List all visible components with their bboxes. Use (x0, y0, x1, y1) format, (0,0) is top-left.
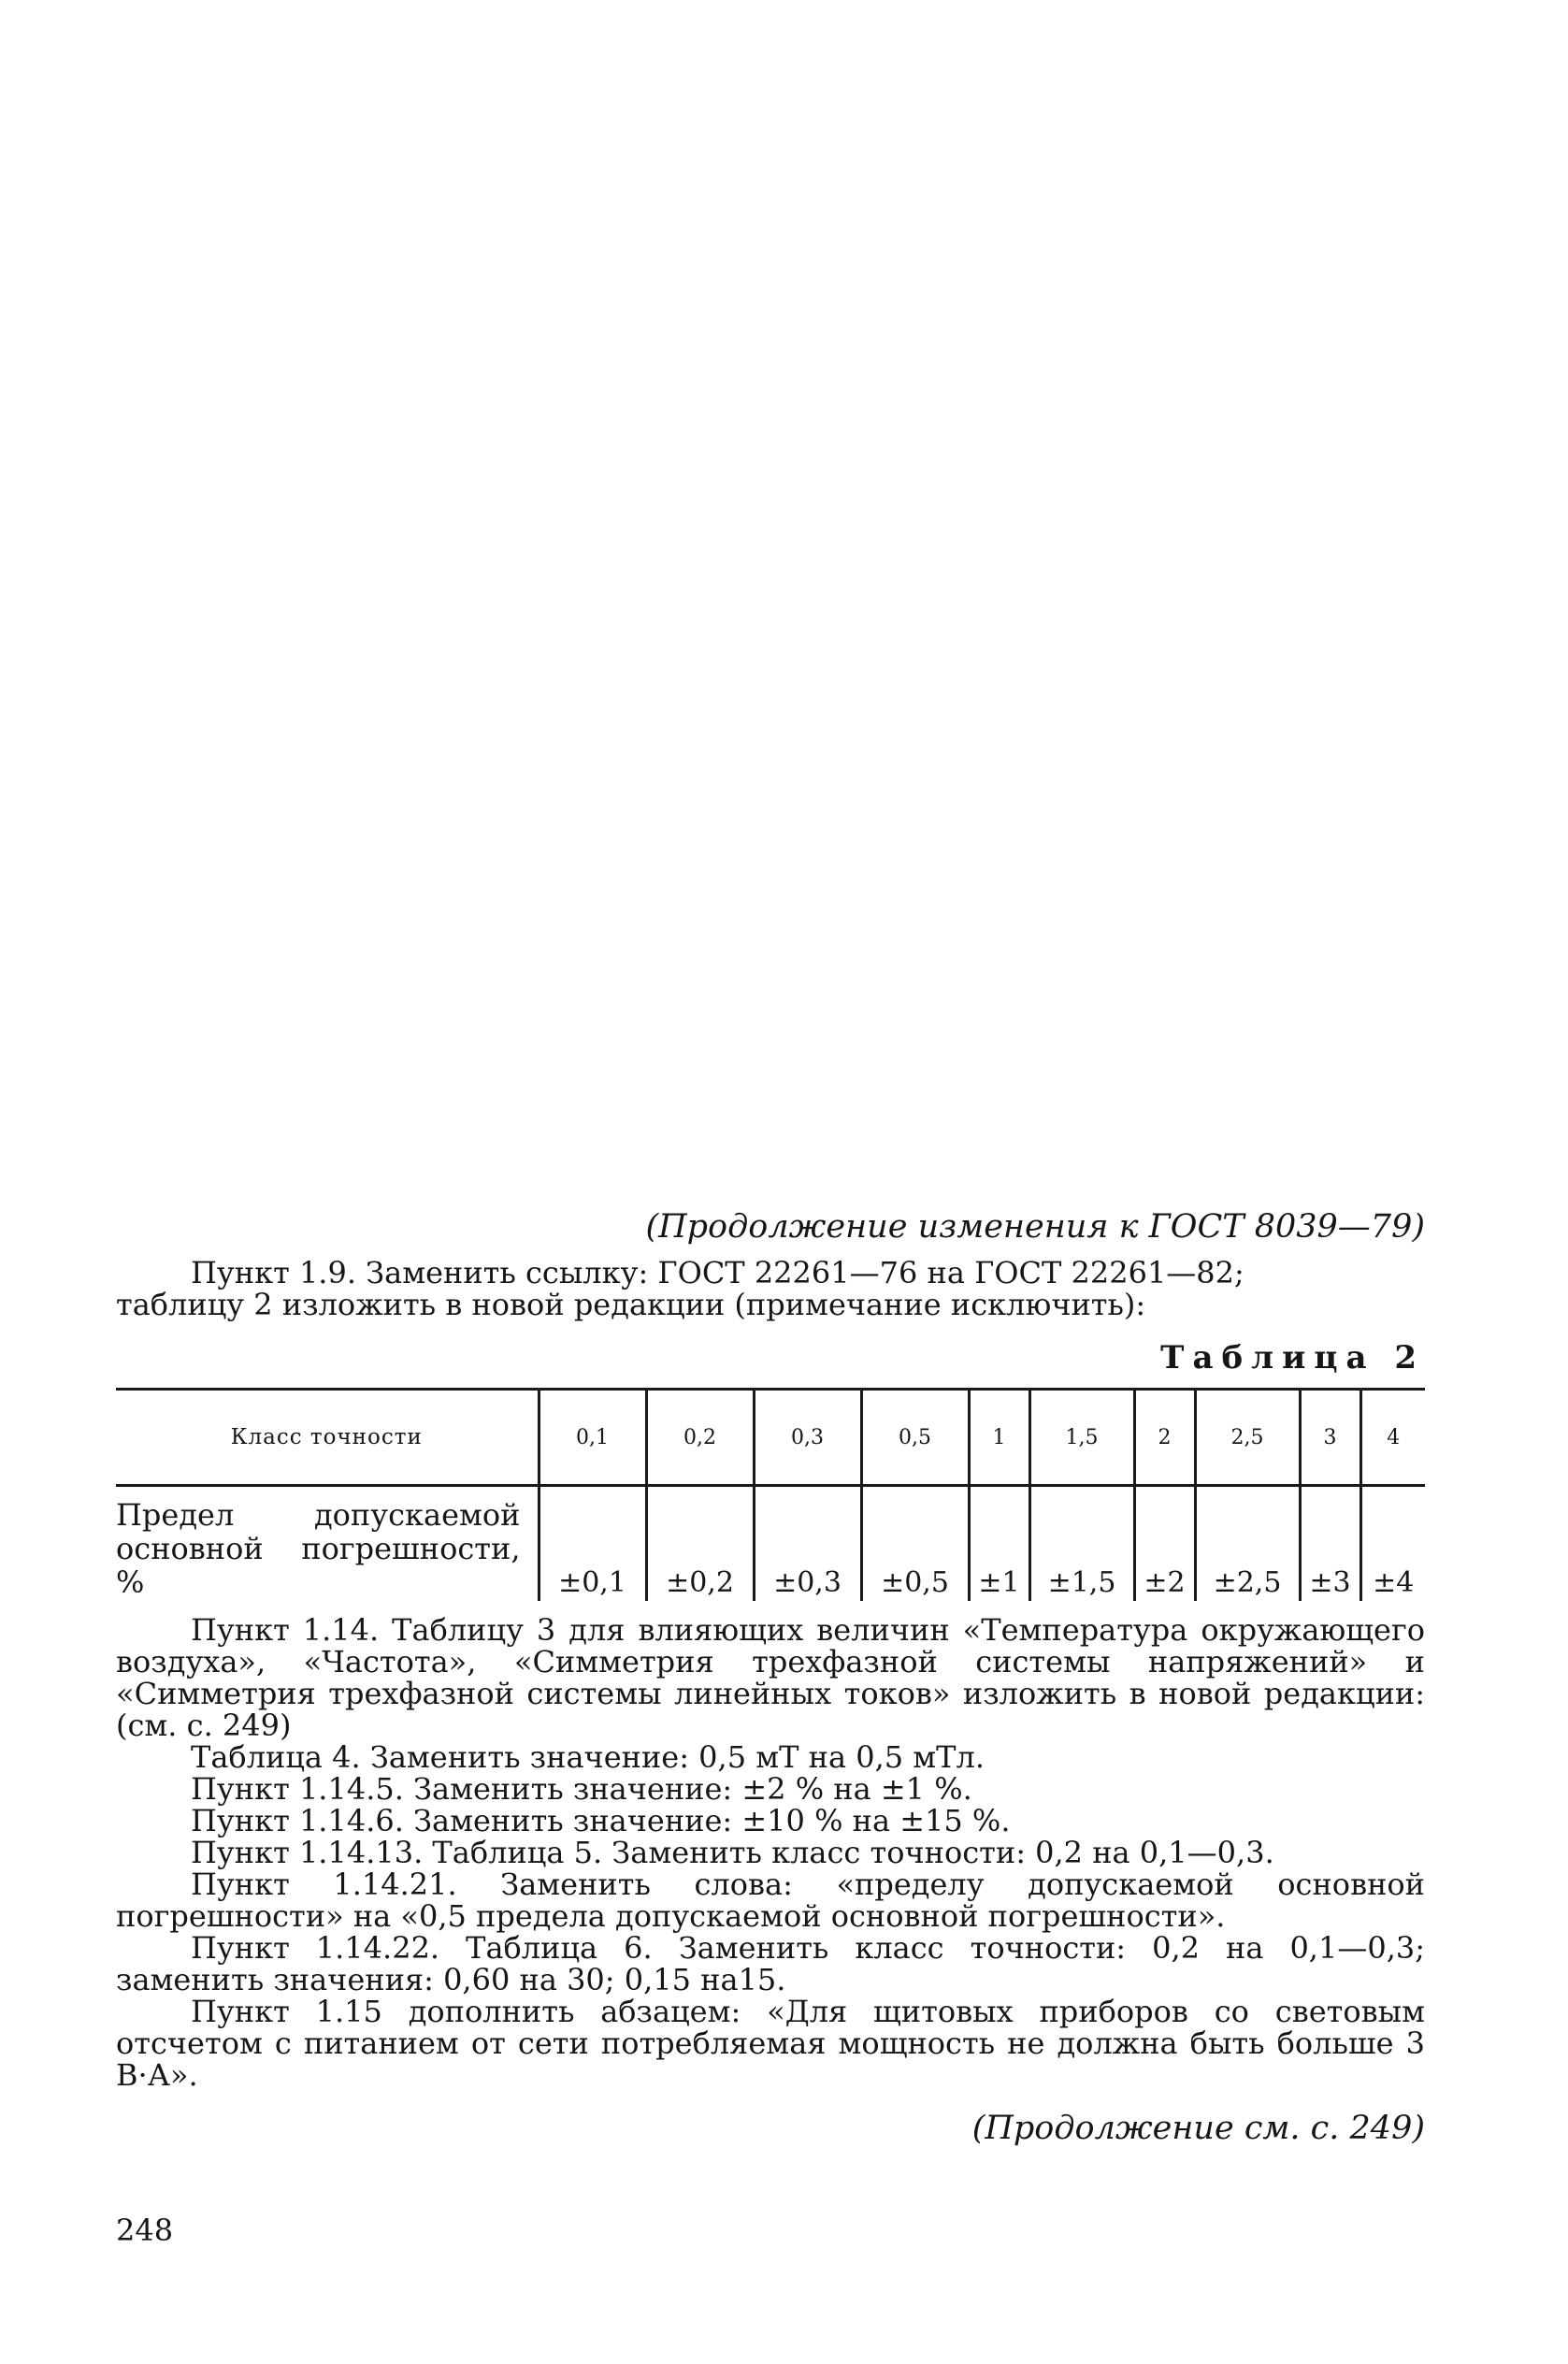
class-cell: 0,3 (754, 1390, 861, 1486)
table-caption: Таблица 2 (1160, 1339, 1425, 1377)
row-label-line-1: Предел допускаемой (116, 1497, 521, 1533)
error-cell: ±1 (969, 1498, 1029, 1601)
document-body (116, 1206, 1425, 2149)
class-cell: 0,1 (539, 1390, 646, 1486)
intro-line-1: Пункт 1.9. Заменить ссылку: ГОСТ 22261—76 на ГОСТ 22261—82; (191, 1255, 1244, 1290)
table-spacer-row (116, 1486, 1425, 1499)
error-cell: ±2,5 (1195, 1498, 1300, 1601)
class-cell: 2,5 (1195, 1390, 1300, 1486)
page-number: 248 (116, 2213, 174, 2248)
paragraph: Пункт 1.14.21. Заменить слова: «пределу допускаемой основной погрешности» на «0,5 предела допускаемой основной погрешности». (116, 1867, 1425, 1934)
table-error-row (116, 1498, 1425, 1601)
class-cell: 2 (1134, 1390, 1195, 1486)
error-cell: ±0,5 (861, 1498, 969, 1601)
class-cell: 4 (1360, 1390, 1425, 1486)
error-cell: ±0,3 (754, 1498, 861, 1601)
class-cell: 1,5 (1029, 1390, 1134, 1486)
row-label-cell (116, 1498, 539, 1601)
header-label-cell: Класс точности (116, 1390, 539, 1486)
class-cell: 0,2 (646, 1390, 754, 1486)
paragraph: Пункт 1.14. Таблицу 3 для влияющих величин «Температура окружающего воздуха», «Частота», «Симметрия трехфазной системы напряжений» и «Симметрия трехфазной системы линейных токов» изложить в новой редакции: (см. с. 249) (116, 1612, 1425, 1743)
class-cell: 0,5 (861, 1390, 969, 1486)
paragraph: Таблица 4. Заменить значение: 0,5 мТ на 0,5 мТл. (191, 1739, 985, 1775)
error-cell: ±0,2 (646, 1498, 754, 1601)
paragraph: Пункт 1.14.5. Заменить значение: ±2 % на ±1 %. (191, 1771, 972, 1807)
class-cell: 3 (1300, 1390, 1360, 1486)
paragraph: Пункт 1.14.6. Заменить значение: ±10 % на ±15 %. (191, 1803, 1011, 1838)
paragraph: Пункт 1.15 дополнить абзацем: «Для щитовых приборов со световым отсчетом с питанием от сети потребляемая мощность не должна быть больше 3 В·А». (116, 1994, 1425, 2093)
amendment-paragraphs (116, 1614, 1425, 2091)
error-cell: ±4 (1360, 1498, 1425, 1601)
accuracy-class-table (116, 1388, 1425, 1601)
error-cell: ±1,5 (1029, 1498, 1134, 1601)
intro-line-2: таблицу 2 изложить в новой редакции (примечание исключить): (116, 1287, 1146, 1322)
error-cell: ±3 (1300, 1498, 1360, 1601)
error-cell: ±0,1 (539, 1498, 646, 1601)
error-cell: ±2 (1134, 1498, 1195, 1601)
paragraph: Пункт 1.14.13. Таблица 5. Заменить класс точности: 0,2 на 0,1—0,3. (191, 1835, 1274, 1870)
continuation-footer: (Продолжение см. с. 249) (971, 2110, 1425, 2147)
class-cell: 1 (969, 1390, 1029, 1486)
continuation-header: (Продолжение изменения к ГОСТ 8039—79) (645, 1208, 1425, 1246)
paragraph: Пункт 1.14.22. Таблица 6. Заменить класс точности: 0,2 на 0,1—0,3; заменить значения: 0,60 на 30; 0,15 на15. (116, 1930, 1425, 1997)
table-header-row (116, 1390, 1425, 1486)
row-label-line-2: основной погрешности, % (116, 1531, 521, 1600)
